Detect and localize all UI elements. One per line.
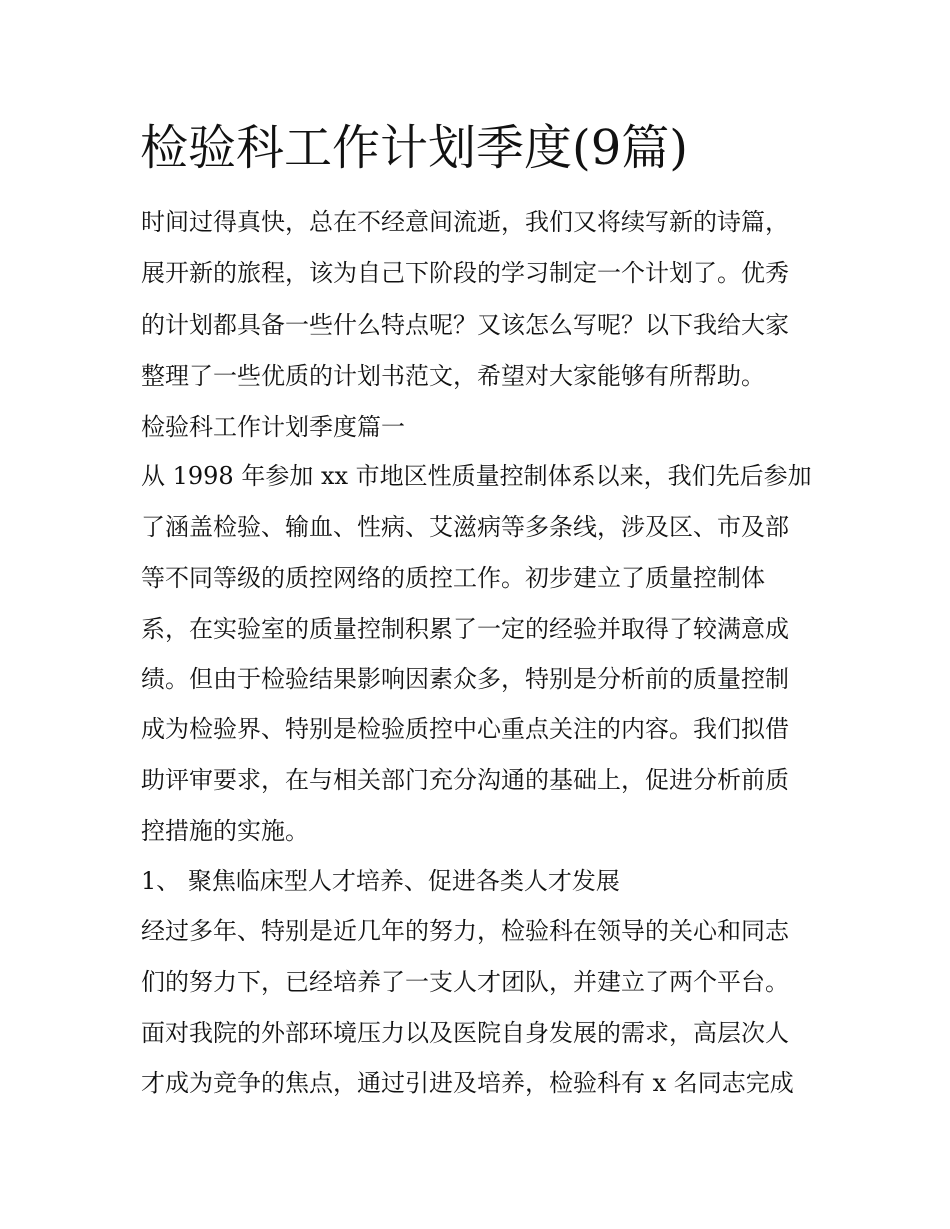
- document-title: 检验科工作计划季度(9篇): [140, 120, 688, 176]
- paragraph-line: 控措施的实施。: [141, 817, 309, 845]
- paragraph-line: 的计划都具备一些什么特点呢？又该怎么写呢？以下我给大家: [141, 311, 789, 339]
- paragraph-line: 们的努力下，已经培养了一支人才团队，并建立了两个平台。: [141, 968, 789, 996]
- paragraph-line: 成为检验界、特别是检验质控中心重点关注的内容。我们拟借: [141, 715, 789, 743]
- paragraph-line: 了涵盖检验、输血、性病、艾滋病等多条线，涉及区、市及部: [141, 513, 789, 541]
- paragraph-line: 经过多年、特别是近几年的努力，检验科在领导的关心和同志: [141, 917, 789, 945]
- paragraph-line: 面对我院的外部环境压力以及医院自身发展的需求，高层次人: [141, 1019, 789, 1047]
- paragraph-line: 展开新的旅程，该为自己下阶段的学习制定一个计划了。优秀: [141, 259, 789, 287]
- paragraph-line: 系，在实验室的质量控制积累了一定的经验并取得了较满意成: [141, 615, 789, 643]
- paragraph-line: 等不同等级的质控网络的质控工作。初步建立了质量控制体: [141, 564, 765, 592]
- paragraph-line: 时间过得真快，总在不经意间流逝，我们又将续写新的诗篇，: [141, 208, 789, 236]
- paragraph-line: 整理了一些优质的计划书范文，希望对大家能够有所帮助。: [141, 362, 765, 390]
- paragraph-line: 助评审要求，在与相关部门充分沟通的基础上，促进分析前质: [141, 766, 789, 794]
- paragraph-line: 绩。但由于检验结果影响因素众多，特别是分析前的质量控制: [141, 665, 789, 693]
- numbered-heading: 1、 聚焦临床型人才培养、促进各类人才发展: [141, 867, 620, 895]
- paragraph-line: 从 1998 年参加 xx 市地区性质量控制体系以来，我们先后参加: [141, 462, 812, 490]
- section-heading: 检验科工作计划季度篇一: [141, 413, 405, 441]
- paragraph-line: 才成为竞争的焦点，通过引进及培养，检验科有 x 名同志完成: [141, 1069, 794, 1097]
